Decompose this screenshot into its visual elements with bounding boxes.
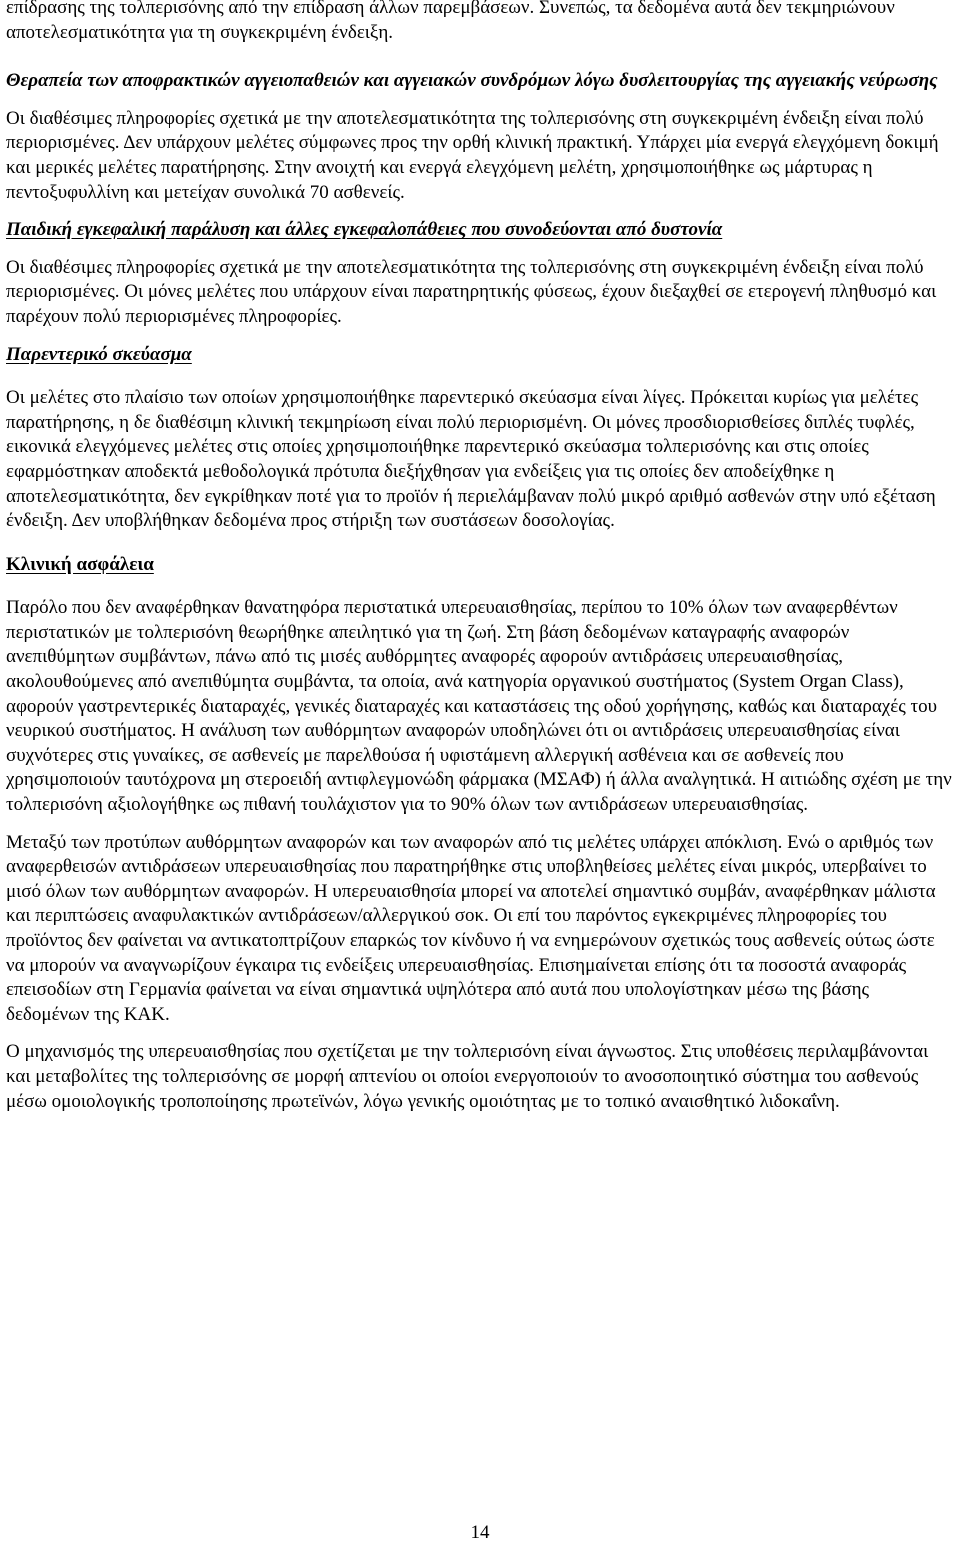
section-paragraph-cerebral-palsy: Οι διαθέσιμες πληροφορίες σχετικά με την αποτελεσματικότητα της τολπερισόνης στη συγκεκριμένη ένδειξη είναι πολύ περιορισμένες. Οι μόνες μελέτες που υπάρχουν είναι παρατηρητικής φύσεως, έχουν διεξαχθεί σε ετερογενή πληθυσμό και παρέχουν πολύ περιορισμένες πληροφορίες.: [6, 256, 937, 327]
page-number: 14: [470, 1522, 490, 1543]
document-page: [6, 0, 954, 1114]
section-paragraph-clinical-safety-1: Παρόλο που δεν αναφέρθηκαν θανατηφόρα περιστατικά υπερευαισθησίας, περίπου το 10% όλων των αναφερθέντων περιστατικών με τολπερισόνη θεωρήθηκε απειλητικό για τη ζωή. Στη βάση δεδομένων καταγραφής αναφορών ανεπιθύμητων συμβάντων, πάνω από τις μισές αυθόρμητες αναφορές αφορούν αντιδράσεις υπερευαισθησίας, ακολουθούμενες από ανεπιθύμητα συμβάντα, τα οποία, ανά κατηγορία οργανικού συστήματος (System Organ Class), αφορούν γαστρεντερικές διαταραχές, γενικές διαταραχές και καταστάσεις της οδού χορήγησης, καθώς και διαταραχές του νευρικού συστήματος. Η ανάλυση των αυθόρμητων αναφορών υποδηλώνει ότι οι αντιδράσεις υπερευαισθησίας είναι συχνότερες στις γυναίκες, σε ασθενείς με παρελθούσα ή υφιστάμενη αλλεργική ασθένεια και σε ασθενείς που χρησιμοποιούν ταυτόχρονα μη στεροειδή αντιφλεγμονώδη φάρμακα (ΜΣΑΦ) ή άλλα αναλγητικά. Η αιτιώδης σχέση με την τολπερισόνη αξιολογήθηκε ως πιθανή τουλάχιστον για το 90% όλων των αντιδράσεων υπερευαισθησίας.: [6, 597, 952, 816]
section-paragraph-clinical-safety-2: Μεταξύ των προτύπων αυθόρμητων αναφορών και των αναφορών από τις μελέτες υπάρχει απόκλιση. Ενώ ο αριθμός των αναφερθεισών αντιδράσεων υπερευαισθησίας που παρατηρήθηκε στις υποβληθείσες μελέτες είναι μικρός, υπερβαίνει το μισό όλων των αυθόρμητων αναφορών. Η υπερευαισθησία μπορεί να αποτελεί σημαντικό συμβάν, αναφέρθηκαν μάλιστα και περιπτώσεις αναφυλακτικών αντιδράσεων/αλλεργικού σοκ. Οι επί του παρόντος εγκεκριμένες πληροφορίες του προϊόντος δεν φαίνεται να αντικατοπτρίζουν επαρκώς τον κίνδυνο ή να ενημερώνουν σχετικώς τους ασθενείς ούτως ώστε να μπορούν να αναγνωρίζουν έγκαιρα τις ενδείξεις υπερευαισθησίας. Επισημαίνεται επίσης ότι τα ποσοστά αναφοράς επεισοδίων στη Γερμανία φαίνεται να είναι σημαντικά υψηλότερα από αυτά που υπολογίστηκαν μέσω της βάσης δεδομένων της ΚΑΚ.: [6, 831, 936, 1025]
section-heading-vascular: Θεραπεία των αποφρακτικών αγγειοπαθειών και αγγειακών συνδρόμων λόγω δυσλειτουργίας της αγγειακής νεύρωσης: [6, 70, 938, 92]
section-heading-parenteral: Παρεντερικό σκεύασμα: [6, 343, 192, 365]
intro-paragraph: επίδρασης της τολπερισόνης από την επίδραση άλλων παρεμβάσεων. Συνεπώς, τα δεδομένα αυτά δεν τεκμηριώνουν αποτελεσματικότητα για τη συγκεκριμένη ένδειξη.: [6, 0, 895, 43]
section-heading-cerebral-palsy: Παιδική εγκεφαλική παράλυση και άλλες εγκεφαλοπάθειες που συνοδεύονται από δυστονία: [6, 219, 723, 241]
section-paragraph-parenteral: Οι μελέτες στο πλαίσιο των οποίων χρησιμοποιήθηκε παρεντερικό σκεύασμα είναι λίγες. Πρόκειται κυρίως για μελέτες παρατήρησης, η δε διαθέσιμη κλινική τεκμηρίωση είναι πολύ περιορισμένη. Οι μόνες προσδιορισθείσες διπλές τυφλές, εικονικά ελεγχόμενες μελέτες στις οποίες χρησιμοποιήθηκε παρεντερικό σκεύασμα τολπερισόνης και στις οποίες εφαρμόστηκαν αποδεκτά μεθοδολογικά πρότυπα διεξήχθησαν για ενδείξεις για τις οποίες δεν αποδείχθηκε η αποτελεσματικότητα, δεν εγκρίθηκαν ποτέ για το προϊόν ή περιελάμβαναν πολύ μικρό αριθμό ασθενών στην υπό εξέταση ένδειξη. Δεν υποβλήθηκαν δεδομένα προς στήριξη των συστάσεων δοσολογίας.: [6, 387, 936, 532]
section-paragraph-vascular: Οι διαθέσιμες πληροφορίες σχετικά με την αποτελεσματικότητα της τολπερισόνης στη συγκεκριμένη ένδειξη είναι πολύ περιορισμένες. Δεν υπάρχουν μελέτες σύμφωνες προς την ορθή κλινική πρακτική. Υπάρχει μία ενεργά ελεγχόμενη δοκιμή και μερικές μελέτες παρατήρησης. Στην ανοιχτή και ενεργά ελεγχόμενη μελέτη, χρησιμοποιήθηκε ως μάρτυρας η πεντοξυφυλλίνη και μετείχαν συνολικά 70 ασθενείς.: [6, 107, 939, 203]
section-paragraph-clinical-safety-3: Ο μηχανισμός της υπερευαισθησίας που σχετίζεται με την τολπερισόνη είναι άγνωστος. Στις υποθέσεις περιλαμβάνονται και μεταβολίτες της τολπερισόνης σε μορφή απτενίου οι οποίοι ενεργοποιούν το ανοσοποιητικό σύστημα του ασθενούς μέσω ομοιολογικής τροποποίησης πρωτεϊνών, λόγω γενικής ομοιότητας με το τοπικό αναισθητικό λιδοκαΐνη.: [6, 1041, 929, 1112]
section-heading-clinical-safety: Κλινική ασφάλεια: [6, 553, 154, 575]
